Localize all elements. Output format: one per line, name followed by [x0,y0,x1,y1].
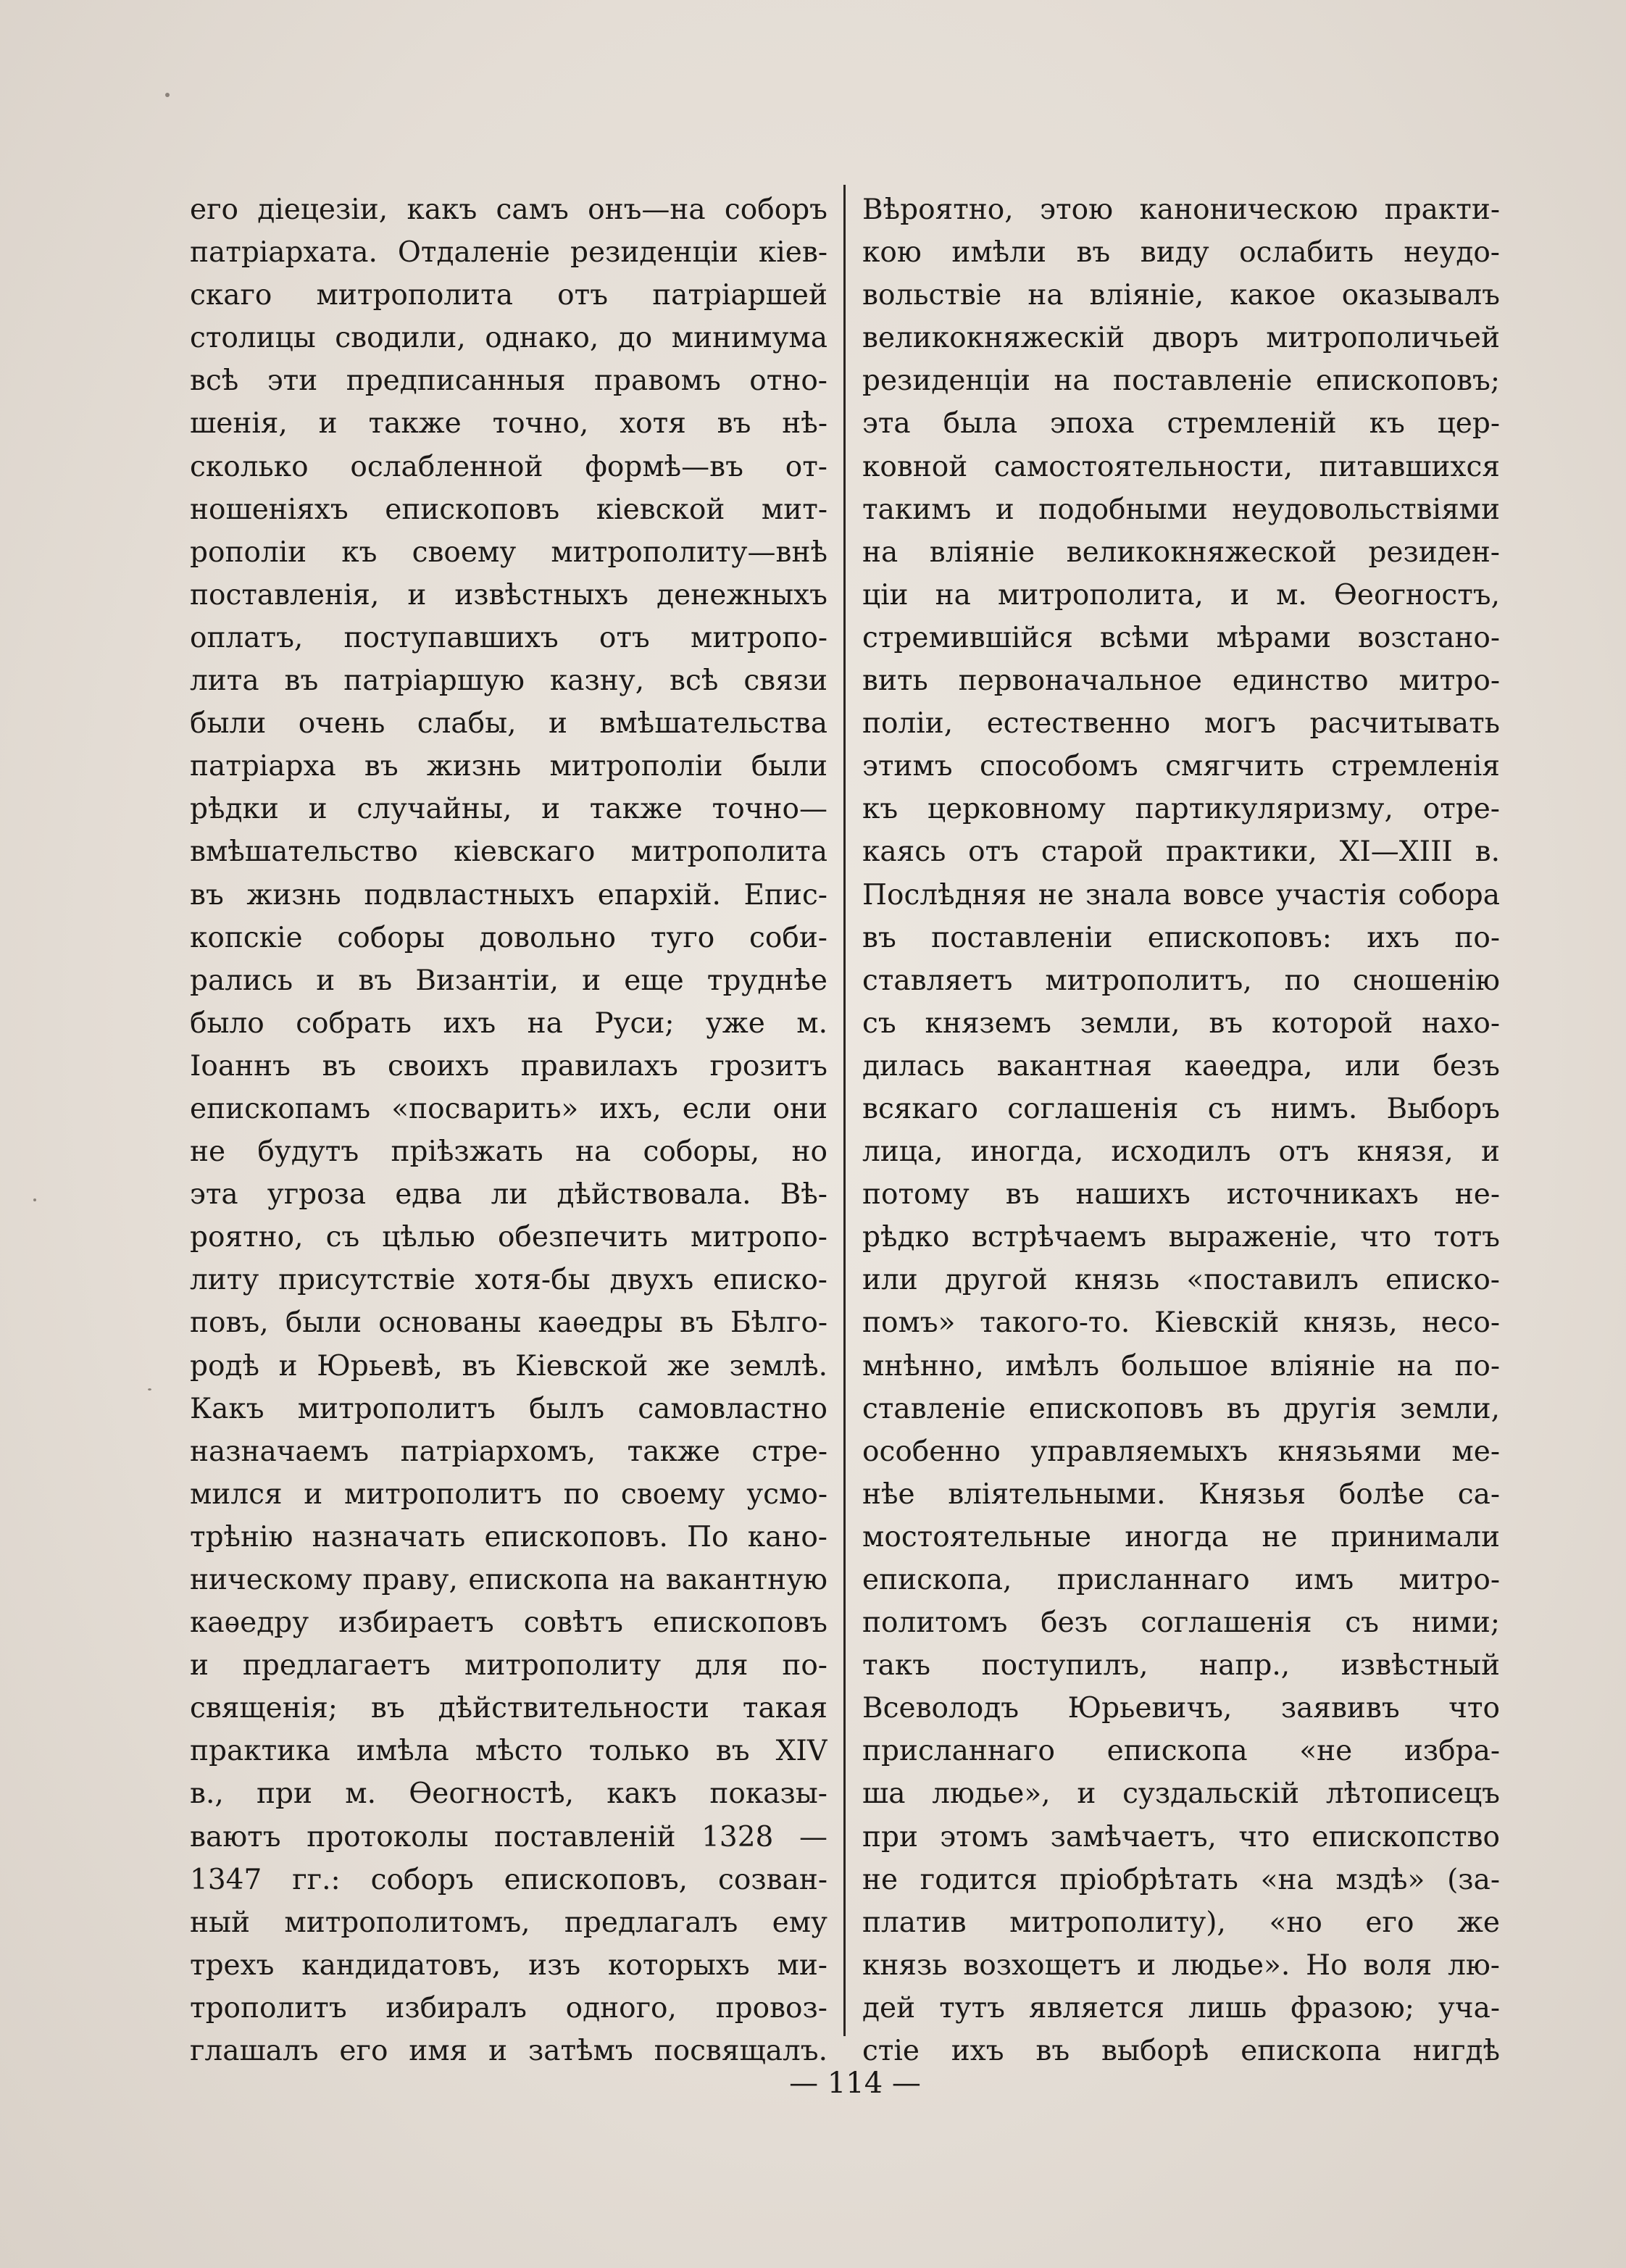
text-line: ваютъ протоколы поставленій 1328 — [190,1820,827,1854]
text-line: не годится пріобрѣтать «на мздѣ» (за- [862,1863,1500,1896]
text-line: помъ» такого-то. Кіевскій князь, несо- [862,1306,1500,1340]
text-line: были очень слабы, и вмѣшательства [190,707,827,741]
text-line: ношеніяхъ епископовъ кіевской мит- [190,493,827,526]
text-line: его діецезіи, какъ самъ онъ—на соборъ [190,193,827,226]
text-line: назначаемъ патріархомъ, также стре- [190,1435,827,1468]
text-line: князь возхощетъ и людье». Но воля лю- [862,1948,1500,1982]
text-line: лица, иногда, исходилъ отъ князя, и [862,1135,1500,1169]
text-line: было собрать ихъ на Руси; уже м. [190,1006,827,1040]
text-line: при этомъ замѣчаетъ, что епископство [862,1820,1500,1854]
text-line: ковной самостоятельности, питавшихся [862,450,1500,483]
text-line: сколько ослабленной формѣ—въ от- [190,450,827,483]
text-line: въ жизнь подвластныхъ епархій. Епис- [190,878,827,912]
text-line: стремившійся всѣми мѣрами возстано- [862,621,1500,654]
text-line: практика имѣла мѣсто только въ XIV [190,1735,827,1768]
text-line: вмѣшательство кіевскаго митрополита [190,835,827,869]
text-line: или другой князь «поставилъ еписко- [862,1264,1500,1297]
text-line: рались и въ Византіи, и еще труднѣе [190,964,827,997]
text-line: эта угроза едва ли дѣйствовала. Вѣ- [190,1178,827,1212]
text-line: ша людье», и суздальскій лѣтописецъ [862,1777,1500,1811]
text-line: дилась вакантная каѳедра, или безъ [862,1049,1500,1083]
text-line: съ княземъ земли, въ которой нахо- [862,1006,1500,1040]
text-line: повъ, были основаны каѳедры въ Бѣлго- [190,1306,827,1340]
text-line: мостоятельные иногда не принимали [862,1520,1500,1554]
text-line: кою имѣли въ виду ослабить неудо- [862,236,1500,270]
text-line: каясь отъ старой практики, XI—XIII в. [862,835,1500,869]
text-line: всякаго соглашенія съ нимъ. Выборъ [862,1092,1500,1125]
text-line: родѣ и Юрьевѣ, въ Кіевской же землѣ. [190,1349,827,1383]
text-line: глашалъ его имя и затѣмъ посвящалъ. [190,2035,827,2068]
text-line: ставляетъ митрополитъ, по сношенію [862,964,1500,997]
paper-speck [33,1198,36,1201]
text-line: литу присутствіе хотя-бы двухъ еписко- [190,1264,827,1297]
text-line: дей тутъ является лишь фразою; уча- [862,1991,1500,2025]
text-line: скаго митрополита отъ патріаршей [190,279,827,312]
text-line: каѳедру избираетъ совѣтъ епископовъ [190,1606,827,1640]
text-line: патріархата. Отдаленіе резиденціи кіев- [190,236,827,270]
text-line: стіе ихъ въ выборѣ епископа нигдѣ [862,2035,1500,2068]
text-line: епископа, присланнаго имъ митро- [862,1564,1500,1596]
text-line: и предлагаетъ митрополиту для по- [190,1649,827,1683]
text-line: трѣнію назначать епископовъ. По кано- [190,1520,827,1554]
page-number: — 114 — [789,2067,921,2100]
text-line: эта была эпоха стремленій къ цер- [862,407,1500,441]
text-line: платив митрополиту), «но его же [862,1906,1500,1939]
text-line: лита въ патріаршую казну, всѣ связи [190,664,827,698]
text-line: на вліяніе великокняжеской резиден- [862,535,1500,569]
text-line: шенія, и также точно, хотя въ нѣ- [190,407,827,441]
text-line: 1347 гг.: соборъ епископовъ, созван- [190,1863,827,1896]
left-text-column [190,188,827,2072]
text-line: рополіи къ своему митрополиту—внѣ [190,535,827,569]
text-line: епископамъ «посварить» ихъ, если они [190,1092,827,1125]
text-line: рѣдки и случайны, и также точно— [190,793,827,826]
text-line: нѣе вліятельными. Князья болѣе са- [862,1477,1500,1511]
text-line: Іоаннъ въ своихъ правилахъ грозитъ [190,1049,827,1083]
text-line: Всеволодъ Юрьевичъ, заявивъ что [862,1692,1500,1725]
text-line: трополитъ избиралъ одного, провоз- [190,1991,827,2025]
text-line: Какъ митрополитъ былъ самовластно [190,1392,827,1425]
text-line: поставленія, и извѣстныхъ денежныхъ [190,578,827,612]
text-line: рѣдко встрѣчаемъ выраженіе, что тотъ [862,1221,1500,1254]
text-line: вольствіе на вліяніе, какое оказывалъ [862,279,1500,312]
text-line: не будутъ пріѣзжать на соборы, но [190,1135,827,1169]
text-line: Послѣдняя не знала вовсе участія собора [862,878,1500,912]
right-text-column [862,188,1500,2072]
text-line: великокняжескій дворъ митрополичьей [862,322,1500,355]
text-line: ный митрополитомъ, предлагалъ ему [190,1906,827,1939]
text-line: такимъ и подобными неудовольствіями [862,493,1500,526]
text-line: вить первоначальное единство митро- [862,664,1500,698]
text-line: священія; въ дѣйствительности такая [190,1692,827,1725]
text-line: присланнаго епископа «не избра- [862,1735,1500,1768]
text-line: ціи на митрополита, и м. Ѳеогностъ, [862,578,1500,612]
text-line: политомъ безъ соглашенія съ ними; [862,1606,1500,1640]
text-line: этимъ способомъ смягчить стремленія [862,750,1500,783]
text-line: потому въ нашихъ источникахъ не- [862,1178,1500,1212]
text-line: особенно управляемыхъ князьями ме- [862,1435,1500,1468]
text-line: ставленіе епископовъ въ другія земли, [862,1392,1500,1425]
text-line: поліи, естественно могъ расчитывать [862,707,1500,741]
text-line: роятно, съ цѣлью обезпечить митропо- [190,1221,827,1254]
text-line: такъ поступилъ, напр., извѣстный [862,1649,1500,1683]
text-line: столицы сводили, однако, до минимума [190,322,827,355]
text-line: резиденціи на поставленіе епископовъ; [862,364,1500,398]
text-line: всѣ эти предписанныя правомъ отно- [190,364,827,398]
text-line: трехъ кандидатовъ, изъ которыхъ ми- [190,1948,827,1982]
text-line: оплатъ, поступавшихъ отъ митропо- [190,621,827,654]
paper-speck [148,1388,151,1391]
text-line: патріарха въ жизнь митрополіи были [190,750,827,783]
paper-speck [165,93,170,97]
text-line: копскіе соборы довольно туго соби- [190,921,827,954]
text-line: въ поставленіи епископовъ: ихъ по- [862,921,1500,954]
column-divider [843,185,846,2036]
text-line: мился и митрополитъ по своему усмо- [190,1477,827,1511]
text-line: къ церковному партикуляризму, отре- [862,793,1500,826]
text-line: мнѣнно, имѣлъ большое вліяніе на по- [862,1349,1500,1383]
text-line: Вѣроятно, этою каноническою практи- [862,193,1500,226]
text-line: в., при м. Ѳеогностѣ, какъ показы- [190,1777,827,1811]
text-line: ническому праву, епископа на вакантную [190,1564,827,1596]
